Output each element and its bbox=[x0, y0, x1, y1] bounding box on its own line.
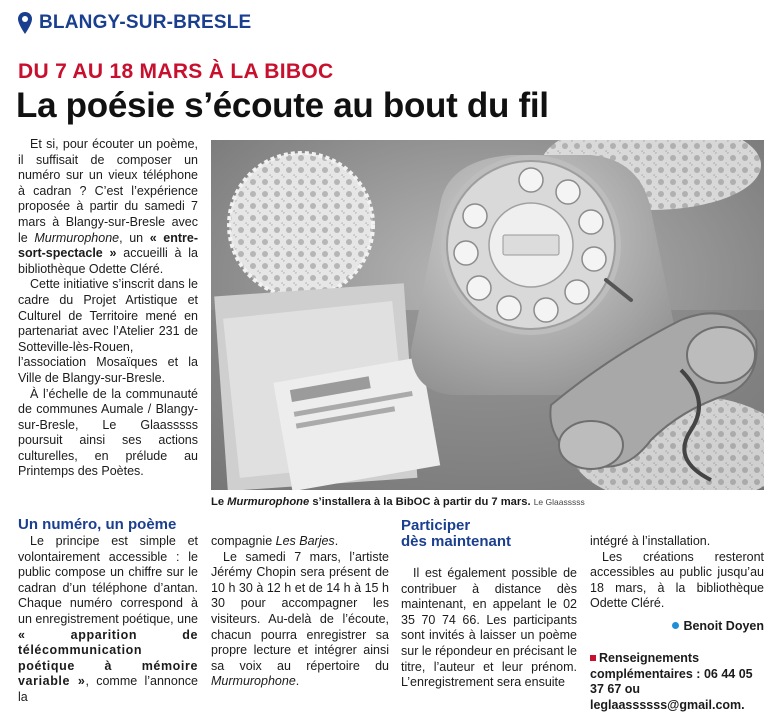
photo-credit: Le Glaasssss bbox=[533, 497, 585, 507]
author-dot-icon bbox=[672, 622, 679, 629]
info-email[interactable]: leglaassssss@gmail.com. bbox=[590, 697, 745, 712]
article-photo bbox=[211, 140, 764, 490]
info-box: Renseignements complémentaires : 06 44 05 37 67 ou leglaassssss@gmail.com. bbox=[590, 651, 753, 712]
author-signature: Benoit Doyen bbox=[590, 619, 764, 633]
column-4 bbox=[590, 534, 764, 612]
paragraph-community: À l’échelle de la communauté de communes Aumale / Blangy-sur-Bresle, Le Glaasssss poursuit ainsi ses actions culturelles, en prélude au Printemps des Poètes. bbox=[18, 386, 198, 479]
column-1-section bbox=[18, 534, 198, 706]
paragraph-principle: Le principe est simple et volontairement accessible : le public compose un chiffre sur le cadran d’un téléphone d’antan. Chaque numéro correspond à un enregistrement poétique, une « apparition de télécommunication poétique à mémoire variable », comme l’annonce la bbox=[18, 534, 198, 704]
column-2 bbox=[211, 534, 389, 690]
article-headline: La poésie s’écoute au bout du fil bbox=[16, 86, 549, 125]
article-kicker: DU 7 AU 18 MARS À LA BIBOC bbox=[18, 60, 334, 83]
paragraph-artist: Le samedi 7 mars, l’artiste Jérémy Chopin sera présent de 10 h 30 à 12 h et de 14 h à 15 h 30 pour accompagner les visiteurs. Au-delà de l’écoute, chacun pourra enregistrer sa propre lecture et intégrer ainsi sa voix au répertoire du Murmurophone. bbox=[211, 549, 389, 689]
map-pin-icon bbox=[18, 12, 32, 34]
info-phone[interactable]: 06 44 05 37 67 bbox=[590, 666, 753, 697]
subheading-numero-poeme: Un numéro, un poème bbox=[18, 516, 177, 533]
column-1-intro bbox=[18, 137, 198, 480]
paragraph-participate: Il est également possible de contribuer à distance dès maintenant, en appelant le 02 35 70 74 66. Les participants sont invités à laisser un poème sur le répondeur en précisant le titre, l’auteur et leur prénom. L’enregistrement sera ensuite bbox=[401, 566, 577, 690]
paragraph-initiative: Cette initiative s’inscrit dans le cadre du Projet Artistique et Culturel de Territoire mené en partenariat avec l’Atelier 231 de Sotteville-lès-Rouen, l’association Mosaïques et la Ville de Blangy-sur-Bresle. bbox=[18, 277, 198, 385]
paragraph-intro: Et si, pour écouter un poème, il suffisait de composer un numéro sur un vieux téléphone à cadran ? C’est l’expérience proposée à partir du samedi 7 mars à Blangy-sur-Bresle avec le Murmurophone, un « entre-sort-spectacle » accueilli à la bibliothèque Odette Cléré. bbox=[18, 137, 199, 276]
paragraph-compagnie: compagnie Les Barjes. bbox=[211, 534, 339, 548]
subheading-line-1: Participer bbox=[401, 517, 471, 534]
column-3 bbox=[401, 566, 577, 691]
paragraph-creations: Les créations resteront accessibles au public jusqu’au 18 mars, à la bibliothèque Odette Cléré. bbox=[590, 549, 764, 611]
location-header bbox=[18, 12, 251, 34]
info-square-icon bbox=[590, 655, 596, 661]
photo-caption: Le Murmurophone s’installera à la BibOC à partir du 7 mars. Le Glaasssss bbox=[211, 496, 585, 508]
subheading-line-2: dès maintenant bbox=[401, 533, 512, 550]
paragraph-integrated: intégré à l’installation. bbox=[590, 534, 711, 548]
rotary-phone-illustration bbox=[211, 140, 764, 490]
location-name: BLANGY-SUR-BRESLE bbox=[39, 12, 252, 33]
subheading-participer bbox=[401, 518, 511, 550]
